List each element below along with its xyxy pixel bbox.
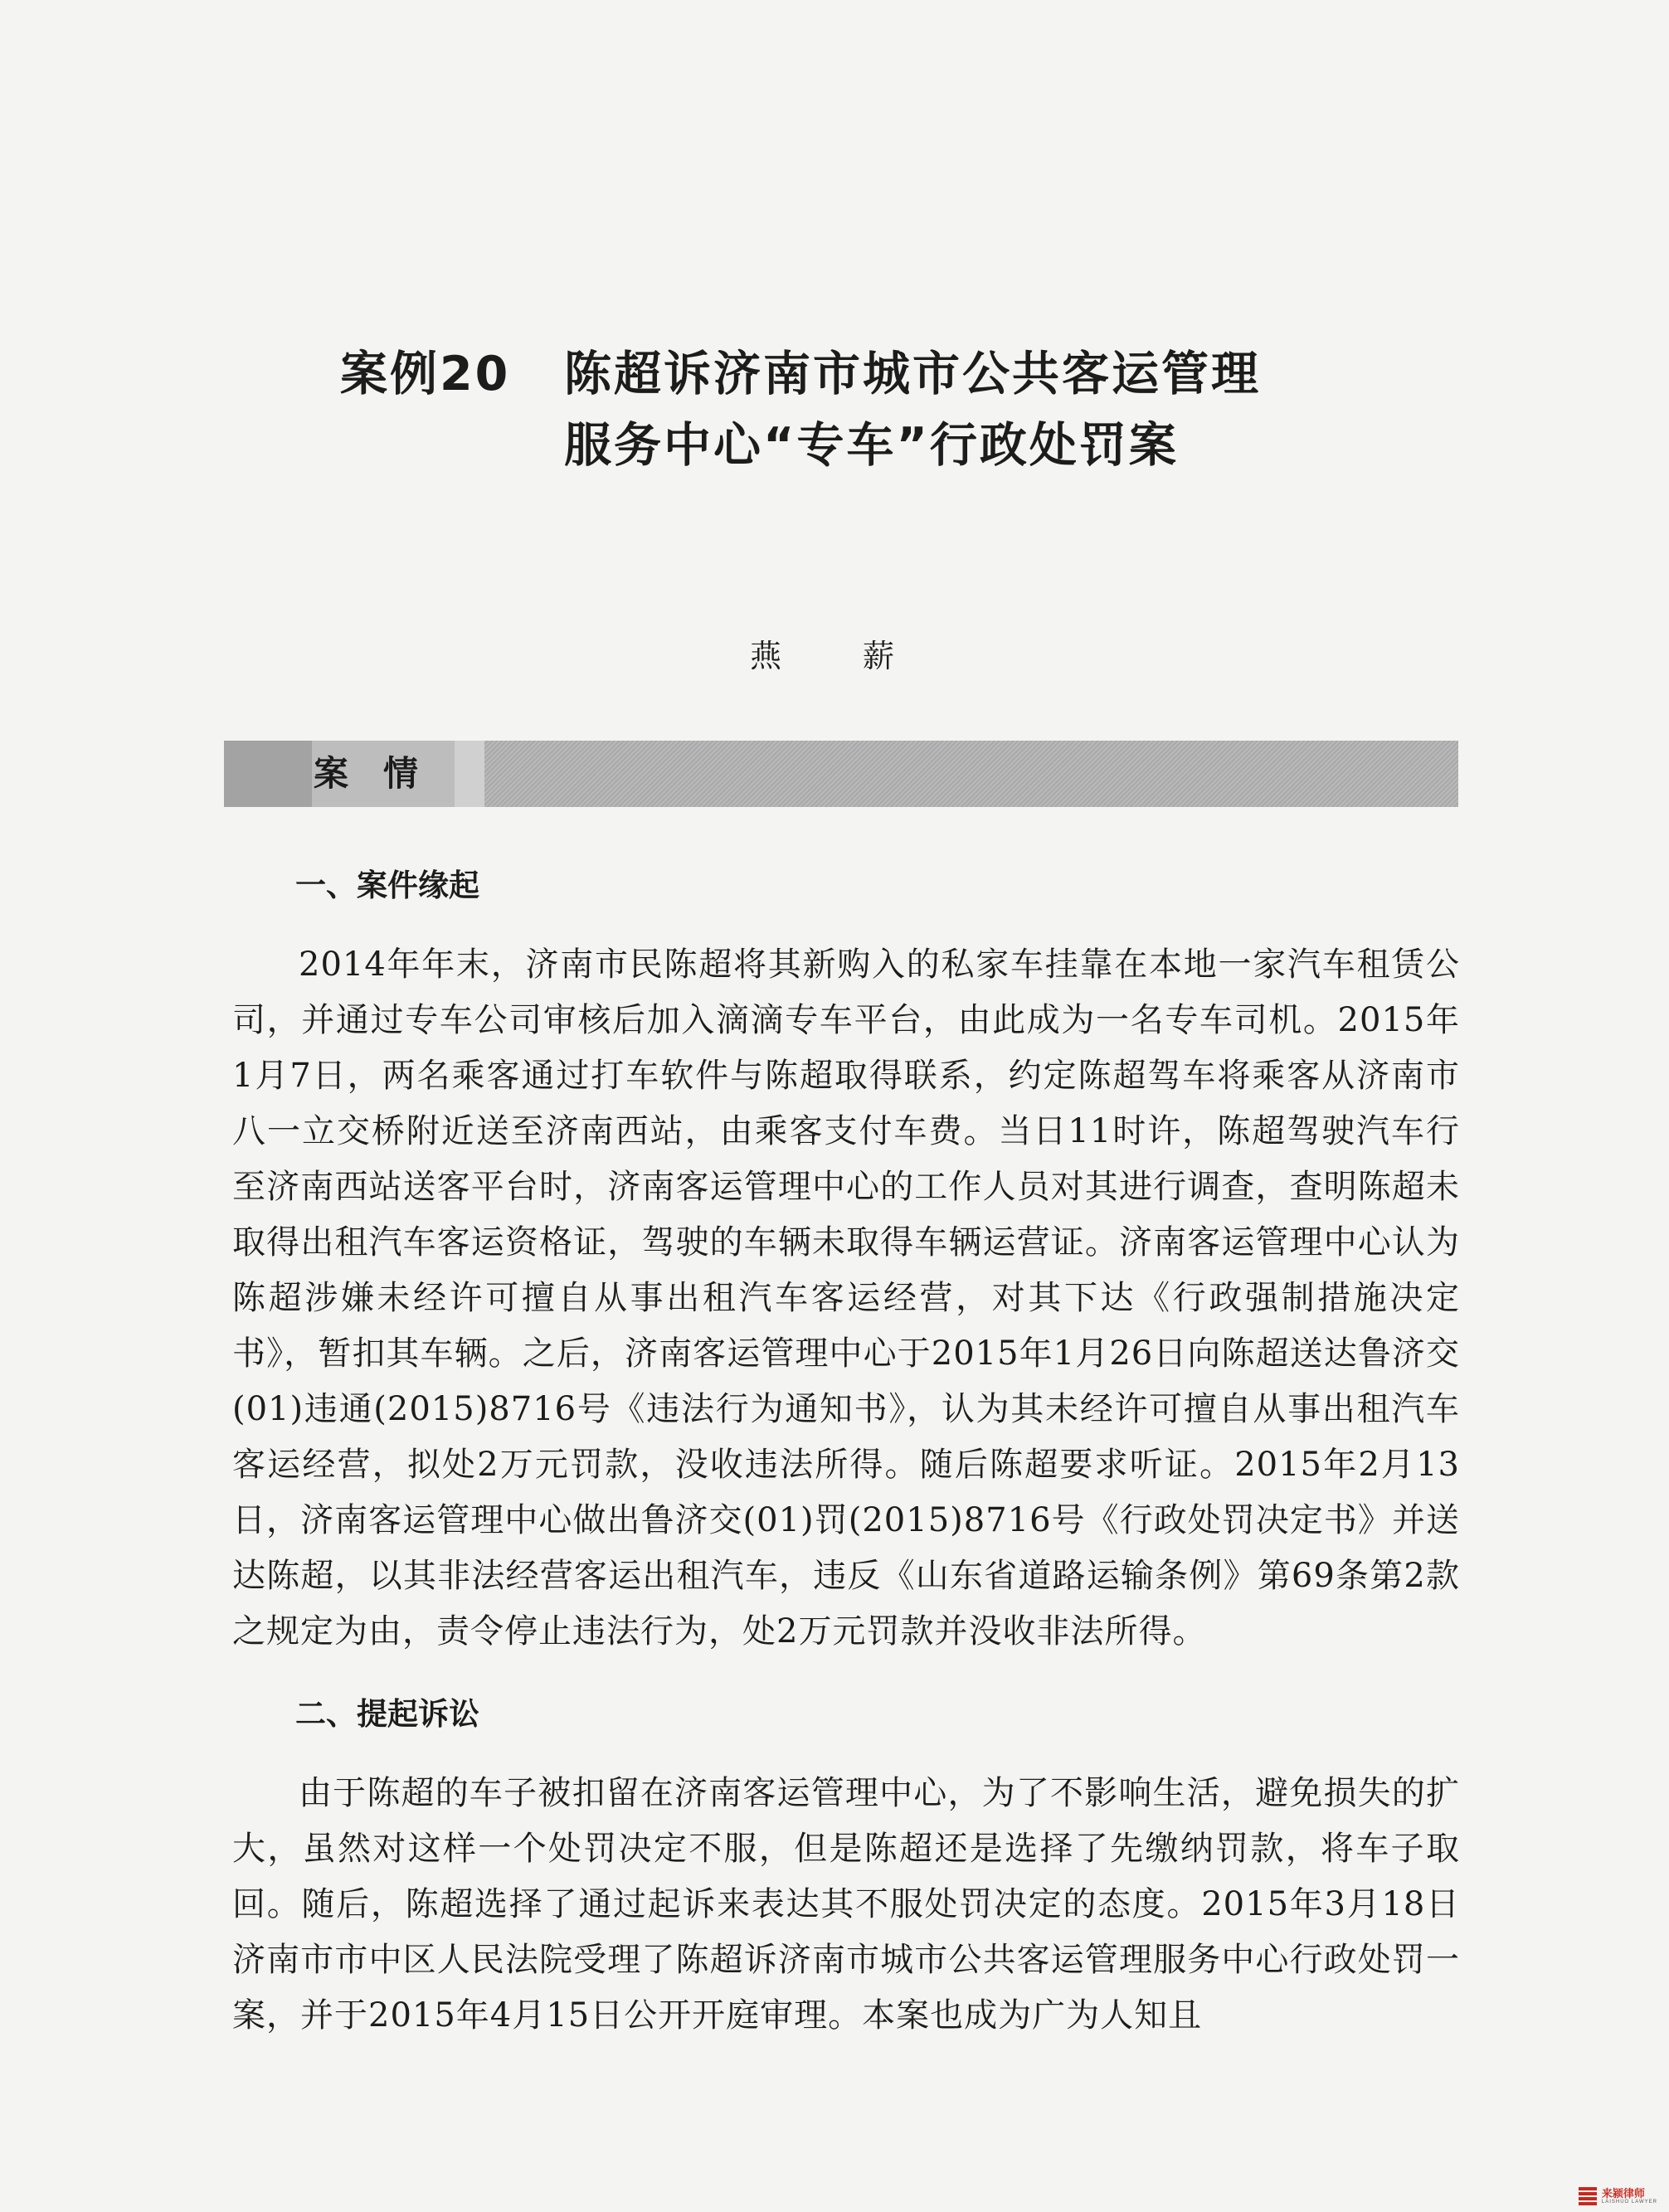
paragraph-origin: 2014年年末，济南市民陈超将其新购入的私家车挂靠在本地一家汽车租赁公司，并通过专车公司审核后加入滴滴专车平台，由此成为一名专车司机。2015年1月7日，两名乘客通过打车软件与陈超取得联系，约定陈超驾车将乘客从济南市八一立交桥附近送至济南西站，由乘客支付车费。当日11时许，陈超驾驶汽车行至济南西站送客平台时，济南客运管理中心的工作人员对其进行调查，查明陈超未取得出租汽车客运资格证，驾驶的车辆未取得车辆运营证。济南客运管理中心认为陈超涉嫌未经许可擅自从事出租汽车客运经营，对其下达《行政强制措施决定书》，暂扣其车辆。之后，济南客运管理中心于2015年1月26日向陈超送达鲁济交(01)违通(2015)8716号《违法行为通知书》，认为其未经许可擅自从事出租汽车客运经营，拟处2万元罚款，没收违法所得。随后陈超要求听证。2015年2月13日，济南客运管理中心做出鲁济交(01)罚(2015)8716号《行政处罚决定书》并送达陈超，以其非法经营客运出租汽车，违反《山东省道路运输条例》第69条第2款之规定为由，责令停止违法行为，处2万元罚款并没收非法所得。 [232,946,1460,1650]
title-line-2: 服务中心“专车”行政处罚案 [564,418,1179,473]
logo-chinese-text: 来颍律师 [1601,2187,1645,2200]
subheading-lawsuit: 二、提起诉讼 [295,1696,479,1732]
case-number: 案例20 [340,347,511,401]
section-label: 案情 [312,741,455,807]
article-body [232,863,1460,2075]
logo-english-text: LAISHUO LAWYER [1601,2199,1657,2205]
logo-mark-icon [1579,2187,1597,2205]
author-name: 燕 薪 [749,638,919,674]
title-line-1 [340,338,1418,410]
publisher-logo [1579,2187,1657,2205]
section-header-bar [224,741,1458,807]
subheading-origin: 一、案件缘起 [295,868,479,903]
paragraph-lawsuit: 由于陈超的车子被扣留在济南客运管理中心，为了不影响生活，避免损失的扩大，虽然对这样一个处罚决定不服，但是陈超还是选择了先缴纳罚款，将车子取回。随后，陈超选择了通过起诉来表达其不服处罚决定的态度。2015年3月18日济南市市中区人民法院受理了陈超诉济南市城市公共客运管理服务中心行政处罚一案，并于2015年4月15日公开开庭审理。本案也成为广为人知且 [232,1774,1460,2035]
case-title [340,338,1418,481]
title-text-1: 陈超诉济南市城市公共客运管理 [564,347,1261,401]
